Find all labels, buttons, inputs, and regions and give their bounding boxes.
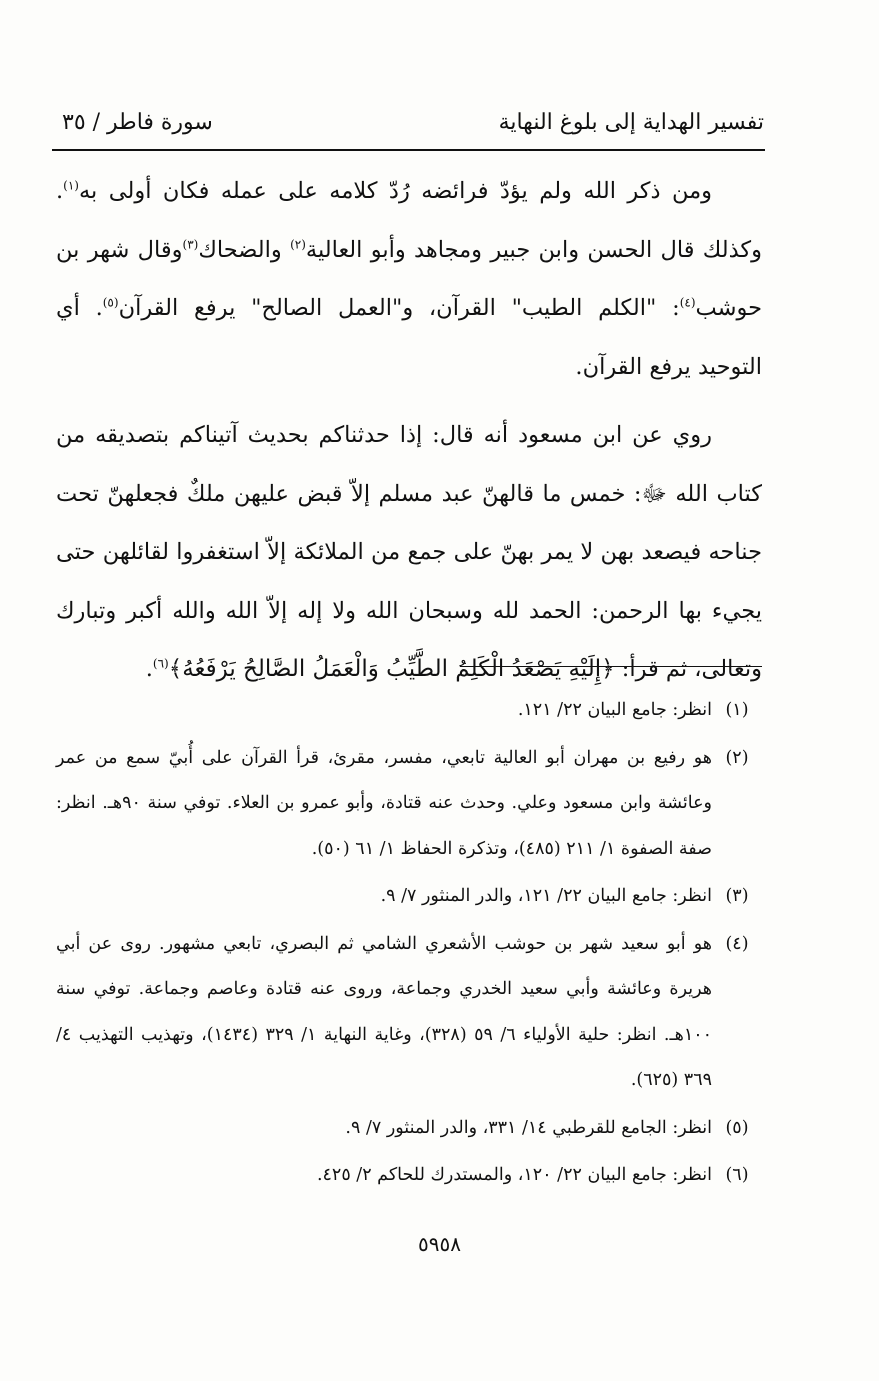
footnote-number: (١) [725, 700, 749, 720]
text-segment: وقال شهر بن حوشب [56, 236, 762, 321]
page-number: ٥٩٥٨ [418, 1232, 461, 1256]
footnote-number: (٤) [725, 933, 749, 954]
text-segment: : "الكلم الطيب" القرآن، و"العمل الصالح" يرفع القرآن [118, 295, 680, 321]
footnote-number: (٣) [725, 886, 749, 906]
footnote-item [56, 1153, 762, 1199]
running-header [62, 102, 764, 142]
header-rule [52, 149, 765, 151]
footnotes [56, 688, 762, 1201]
footnote-item [56, 688, 762, 734]
footnote-item [56, 922, 762, 1104]
footnote-text: هو رفيع بن مهران أبو العالية تابعي، مفسر، مقرئ، قرأ القرآن على أُبيّ سمع من عمر وعائشة وابن مسعود وعلي. وحدث عنه قتادة، وأبو عمرو بن العلاء. توفي سنة ٩٠هـ. انظر: صفة الصفوة ١/ ٢١١ (٤٨٥)، وتذكرة الحفاظ ١/ ٦١ (٥٠). [56, 747, 712, 859]
paragraph-2 [56, 406, 762, 699]
footnote-text: انظر: جامع البيان ٢٢/ ١٢١، والدر المنثور ٧/ ٩. [380, 886, 712, 906]
footnote-separator [460, 666, 762, 667]
footnote-ref-2[interactable]: (٢) [290, 237, 306, 251]
text-segment: والضحاك [198, 236, 291, 263]
footnote-text: انظر: الجامع للقرطبي ١٤/ ٣٣١، والدر المنثور ٧/ ٩. [345, 1117, 712, 1138]
footnote-ref-5[interactable]: (٥) [102, 295, 119, 310]
text-segment: روي عن ابن مسعود أنه قال: إذا حدثناكم بحديث آتيناكم بتصديقه من كتاب الله ﷻ: خمس ما قالهنّ عبد مسلم إلاّ قبض عليهن ملكٌ فجعلهنّ تحت جناحه فيصعد بهن لا يمر بهنّ على جمع من الملائكة إلاّ استغفروا لقائلهن حتى يجيء بها الرحمن: الحمد لله وسبحان الله ولا إله إلاّ الله والله أكبر وتبارك وتعالى، ثم قرأ: [56, 422, 762, 682]
paragraph-1 [56, 162, 762, 396]
book-title: تفسير الهداية إلى بلوغ النهاية [498, 109, 764, 135]
footnote-item [56, 736, 762, 873]
text-segment: . [145, 656, 153, 682]
text-segment: ومن ذكر الله ولم يؤدّ فرائضه رُدّ كلامه على عمله فكان أولى به [78, 178, 712, 204]
footnote-text: انظر: جامع البيان ٢٢/ ١٢٠، والمستدرك للحاكم ٢/ ٤٢٥. [316, 1165, 712, 1185]
footnote-item [56, 874, 762, 920]
footnote-number: (٥) [725, 1117, 749, 1138]
footnote-ref-6[interactable]: (٦) [152, 656, 169, 671]
footnote-ref-1[interactable]: (١) [63, 178, 79, 193]
footnote-ref-3[interactable]: (٣) [182, 237, 199, 251]
footnote-item [56, 1106, 762, 1152]
footnote-ref-4[interactable]: (٤) [679, 295, 696, 310]
text-segment: . وكذلك قال الحسن وابن جبير ومجاهد وأبو العالية [56, 178, 763, 263]
main-text [56, 162, 762, 699]
text-segment: . أي التوحيد يرفع القرآن. [56, 295, 762, 380]
footnote-number: (٢) [725, 747, 749, 768]
surah-label: سورة فاطر / ٣٥ [62, 109, 213, 135]
footnote-text: هو أبو سعيد شهر بن حوشب الأشعري الشامي ثم البصري، تابعي مشهور. روى عن أبي هريرة وعائشة وأبي سعيد الخدري وجماعة، وروى عنه قتادة وعاصم وجماعة. توفي سنة ١٠٠هـ. انظر: حلية الأولياء ٦/ ٥٩ (٣٢٨)، وغاية النهاية ١/ ٣٢٩ (١٤٣٤)، وتهذيب التهذيب ٤/ ٣٦٩ (٦٢٥). [56, 933, 713, 1090]
quran-verse: ﴿إِلَيْهِ يَصْعَدُ الْكَلِمُ الطَّيِّبُ وَالْعَمَلُ الصَّالِحُ يَرْفَعُهُ﴾ [168, 656, 615, 682]
footnote-number: (٦) [725, 1165, 749, 1185]
footnote-text: انظر: جامع البيان ٢٢/ ١٢١. [517, 700, 712, 720]
